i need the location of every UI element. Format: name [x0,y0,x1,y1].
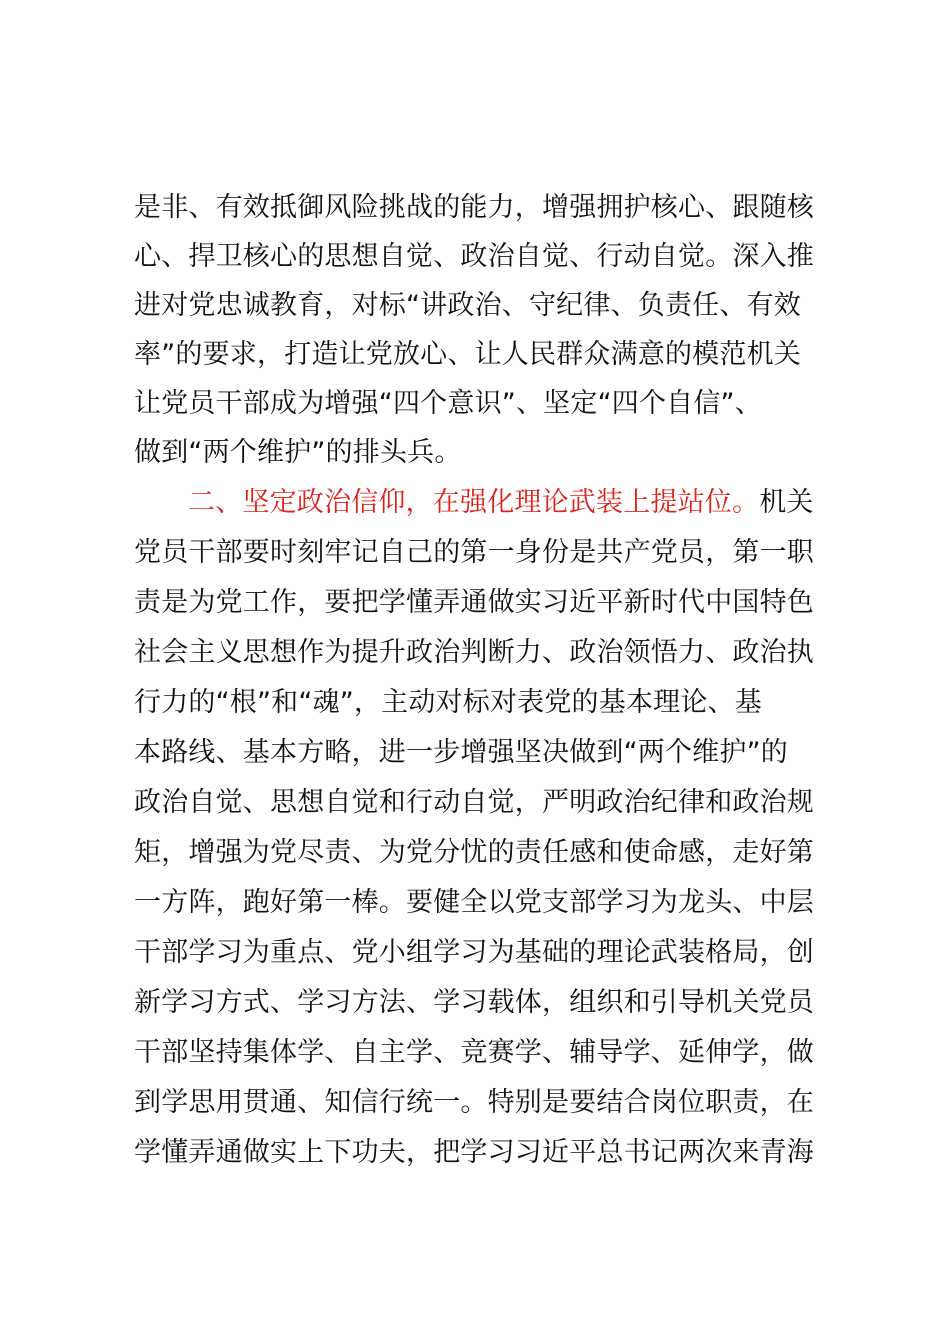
paragraph-line: 做到“两个维护”的排头兵。 [134,437,462,468]
section-heading: 二、坚定政治信仰，在强化理论武装上提站位。 [188,487,760,518]
paragraph-line: 率”的要求，打造让党放心、让人民群众满意的模范机关 [134,339,801,370]
paragraph-line: 党员干部要时刻牢记自己的第一身份是共产党员，第一职 [134,537,814,568]
paragraph-line: 社会主义思想作为提升政治判断力、政治领悟力、政治执 [134,637,814,668]
paragraph-line: 让党员干部成为增强“四个意识”、坚定“四个自信”、 [134,388,762,419]
paragraph-line: 是非、有效抵御风险挑战的能力，增强拥护核心、跟随核 [134,192,814,223]
paragraph-line: 矩，增强为党尽责、为党分忧的责任感和使命感，走好第 [134,837,814,868]
paragraph-line: 学懂弄通做实上下功夫，把学习习近平总书记两次来青海 [134,1137,814,1168]
paragraph-line: 本路线、基本方略，进一步增强坚决做到“两个维护”的 [134,737,788,768]
paragraph-line: 政治自觉、思想自觉和行动自觉，严明政治纪律和政治规 [134,787,814,818]
paragraph-line: 到学思用贯通、知信行统一。特别是要结合岗位职责，在 [134,1087,814,1118]
paragraph-line: 一方阵，跑好第一棒。要健全以党支部学习为龙头、中层 [134,887,814,918]
paragraph-line: 干部学习为重点、党小组学习为基础的理论武装格局，创 [134,937,814,968]
paragraph-line: 干部坚持集体学、自主学、竞赛学、辅导学、延伸学，做 [134,1037,814,1068]
paragraph-line: 行力的“根”和“魂”，主动对标对表党的基本理论、基 [134,687,762,718]
paragraph-line: 新学习方式、学习方法、学习载体，组织和引导机关党员 [134,987,814,1018]
section-heading-line [188,478,838,528]
paragraph-line: 责是为党工作，要把学懂弄通做实习近平新时代中国特色 [134,587,814,618]
paragraph-line: 进对党忠诚教育，对标“讲政治、守纪律、负责任、有效 [134,290,801,321]
paragraph-line: 心、捍卫核心的思想自觉、政治自觉、行动自觉。深入推 [134,241,814,272]
heading-line-tail: 机关 [759,487,814,518]
